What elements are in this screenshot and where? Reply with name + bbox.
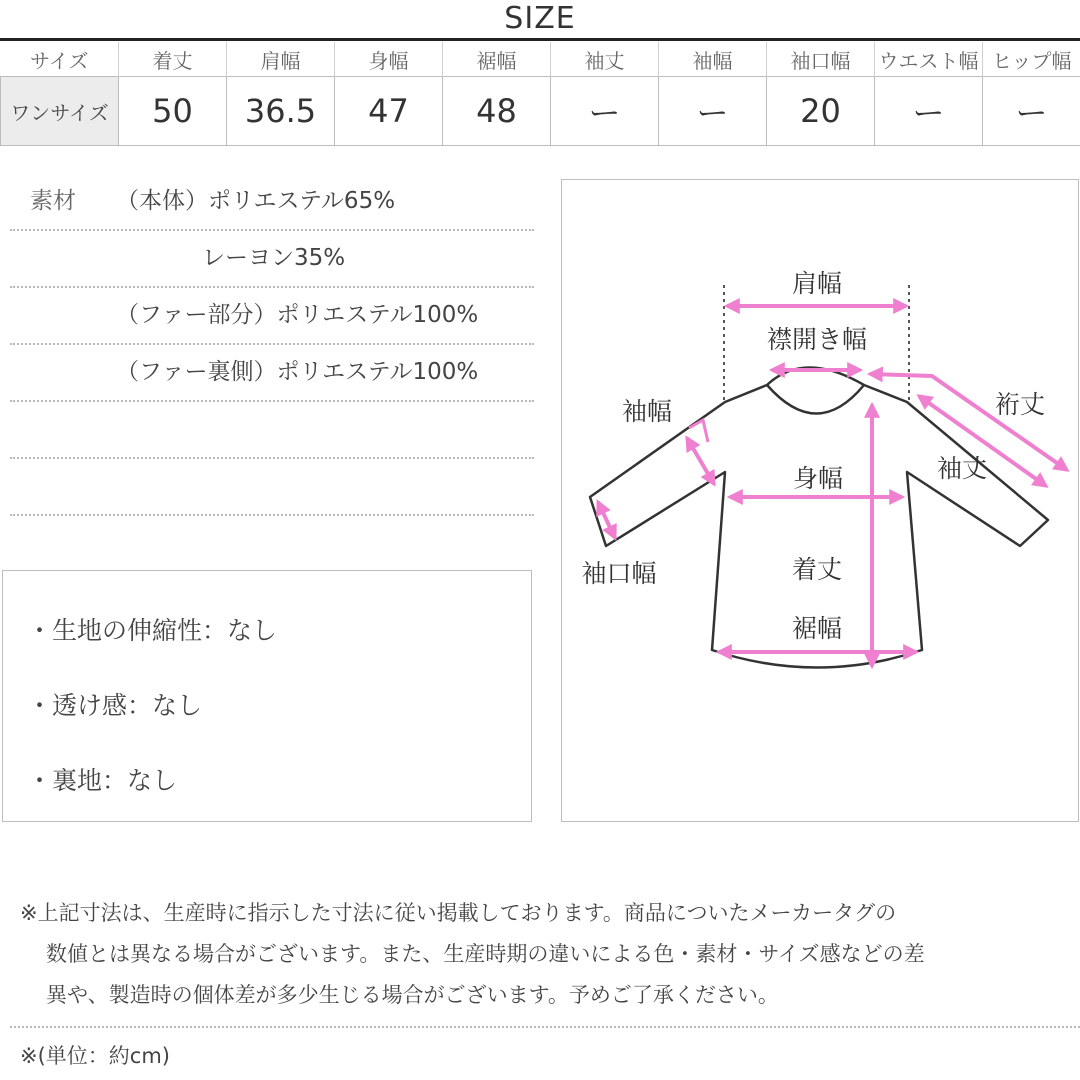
table-header: 身幅 [335, 42, 443, 77]
label-body-width: 身幅 [792, 464, 844, 493]
table-header: ウエスト幅 [875, 42, 983, 77]
table-cell: 47 [335, 77, 443, 146]
title-rule [0, 38, 1080, 41]
table-cell: 20 [767, 77, 875, 146]
material-line: レーヨン35% [202, 245, 346, 271]
neckline [767, 385, 864, 414]
label-cuff: 袖口幅 [581, 559, 657, 588]
table-cell: 50 [119, 77, 227, 146]
table-cell: ー [983, 77, 1080, 146]
material-row [10, 286, 534, 345]
material-row [10, 229, 534, 288]
unit-note: ※(単位：約cm) [20, 1044, 170, 1068]
size-table [0, 42, 1080, 146]
size-label-cell: ワンサイズ [1, 77, 119, 146]
garment-diagram-svg [562, 180, 1078, 821]
disclaimer-line: ※上記寸法は、生産時に指示した寸法に従い掲載しております。商品についたメーカータグの [20, 901, 897, 925]
note-stretch: ・生地の伸縮性：なし [27, 616, 278, 645]
material-row [10, 457, 534, 516]
table-header: 裾幅 [443, 42, 551, 77]
label-shoulder: 肩幅 [791, 269, 843, 298]
sleeve-width-tick [689, 420, 708, 442]
table-header: 着丈 [119, 42, 227, 77]
table-header: サイズ [1, 42, 119, 77]
table-cell: 36.5 [227, 77, 335, 146]
sleeve-width-arrow [687, 438, 714, 484]
table-header: 袖丈 [551, 42, 659, 77]
note-lining: ・裏地：なし [27, 766, 178, 795]
material-line: （本体）ポリエステル65% [116, 188, 396, 214]
material-label: 素材 [30, 188, 76, 214]
disclaimer-line: 数値とは異なる場合がございます。また、生産時期の違いによる色・素材・サイズ感などの差 [46, 942, 925, 966]
size-title: SIZE [504, 1, 576, 36]
table-header: 袖幅 [659, 42, 767, 77]
table-header: 袖口幅 [767, 42, 875, 77]
table-cell: 48 [443, 77, 551, 146]
material-line: （ファー部分）ポリエステル100% [116, 302, 479, 328]
table-header: ヒップ幅 [983, 42, 1080, 77]
label-sleeve-width: 袖幅 [621, 397, 673, 426]
material-row [10, 343, 534, 402]
table-header: 肩幅 [227, 42, 335, 77]
table-cell: ー [659, 77, 767, 146]
label-hem: 裾幅 [791, 614, 843, 643]
fabric-notes-box [2, 570, 532, 822]
label-yuki: 裄丈 [994, 390, 1046, 419]
footer-divider [10, 1026, 1080, 1028]
label-sleeve-length: 袖丈 [936, 454, 988, 483]
material-row [10, 400, 534, 459]
label-length: 着丈 [791, 555, 843, 584]
table-cell: ー [551, 77, 659, 146]
table-row [1, 77, 1080, 146]
measurement-diagram [561, 179, 1079, 822]
material-row [10, 172, 534, 231]
disclaimer [20, 893, 1070, 1016]
table-cell: ー [875, 77, 983, 146]
disclaimer-line: 異や、製造時の個体差が多少生じる場合がございます。予めご了承ください。 [46, 983, 779, 1007]
material-line: （ファー裏側）ポリエステル100% [116, 359, 479, 385]
table-header-row [1, 42, 1080, 77]
note-sheerness: ・透け感：なし [27, 691, 203, 720]
label-neck-width: 襟開き幅 [766, 325, 868, 354]
